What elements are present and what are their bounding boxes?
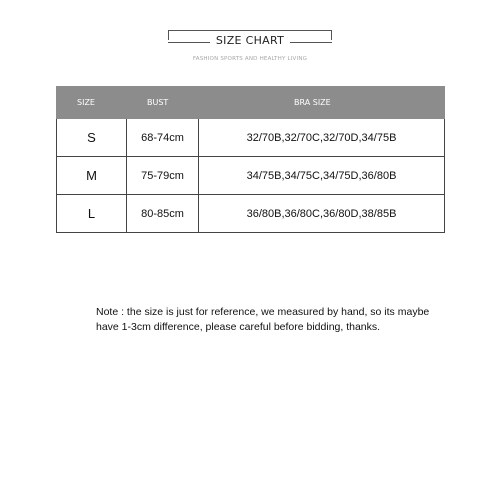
bra-size-cell: 36/80B,36/80C,36/80D,38/85B (199, 195, 445, 233)
bra-size-cell: 34/75B,34/75C,34/75D,36/80B (199, 157, 445, 195)
table-row (57, 195, 445, 233)
size-chart-title-block (168, 28, 332, 52)
size-note: Note : the size is just for reference, we measured by hand, so its maybe have 1-3cm difference, please careful before bidding, thanks. (96, 306, 430, 333)
table-header-row (57, 87, 445, 119)
page-subtitle: FASHION SPORTS AND HEALTHY LIVING (192, 56, 308, 62)
table-row (57, 119, 445, 157)
size-cell: M (57, 157, 127, 195)
table-row (57, 157, 445, 195)
column-header-bra-size: BRA SIZE (199, 87, 445, 119)
bra-size-cell: 32/70B,32/70C,32/70D,34/75B (199, 119, 445, 157)
column-header-size: SIZE (57, 87, 127, 119)
title-frame-left (168, 30, 169, 40)
size-cell: L (57, 195, 127, 233)
size-chart-table (56, 86, 445, 233)
title-frame-top (168, 30, 332, 31)
bust-cell: 68-74cm (127, 119, 199, 157)
bust-cell: 80-85cm (127, 195, 199, 233)
size-cell: S (57, 119, 127, 157)
column-header-bust: BUST (127, 87, 199, 119)
bust-cell: 75-79cm (127, 157, 199, 195)
title-frame-right (331, 30, 332, 40)
page-title: SIZE CHART (210, 32, 290, 50)
